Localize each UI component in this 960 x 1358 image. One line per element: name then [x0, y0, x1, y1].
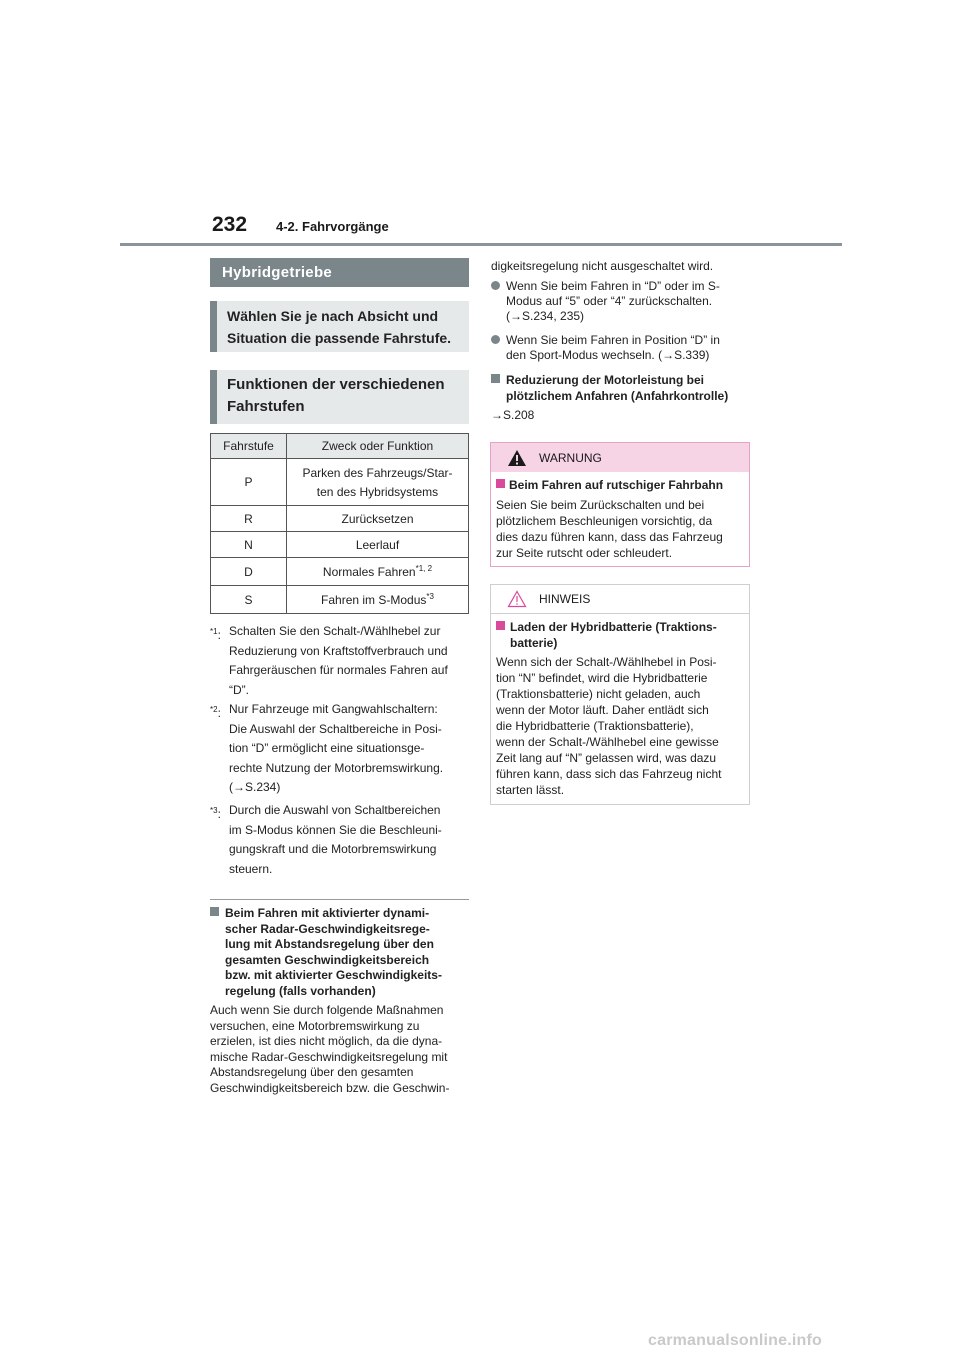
bullet-circle-icon: [491, 335, 500, 344]
functions-heading-box: [210, 370, 469, 424]
purpose-cell: Zurücksetzen: [287, 506, 469, 532]
section-band-title: Hybridgetriebe: [210, 258, 469, 287]
table-row: [211, 586, 469, 614]
footnote: [210, 622, 472, 700]
watermark: carmanualsonline.info: [648, 1332, 823, 1349]
warning-title: WARNUNG: [539, 451, 602, 465]
purpose-text: Normales Fahren: [322, 565, 416, 579]
square-marker-icon: [496, 621, 505, 630]
footnote: [210, 801, 472, 879]
hinweis-title-bar: [491, 585, 749, 614]
header-divider: [120, 243, 842, 246]
purpose-cell: Leerlauf: [287, 532, 469, 558]
table-header-row: [211, 434, 469, 459]
functions-heading-line: Fahrstufen: [227, 398, 305, 415]
bullet-item: Wenn Sie beim Fahren in “D” oder im S- Modus auf “5” oder “4” zurückschalten. (→S.234, 235): [491, 279, 749, 324]
warning-body: Seien Sie beim Zurückschalten und bei plötzlichem Beschleunigen vorsichtig, da dies dazu führen kann, dass das Fahrzeug zur Seite rutscht oder schleudert.: [496, 498, 723, 560]
purpose-text: Fahren im S-Modus: [321, 593, 427, 607]
table-row: [211, 558, 469, 586]
gear-cell: S: [211, 586, 287, 614]
gear-cell: P: [211, 459, 287, 506]
purpose-cell: [287, 558, 469, 586]
warning-heading: Beim Fahren auf rutschiger Fahrbahn: [496, 478, 746, 493]
intro-line: Situation die passende Fahrstufe.: [227, 330, 452, 346]
gear-cell: R: [211, 506, 287, 532]
table-row: [211, 532, 469, 558]
warning-title-bar: [491, 443, 749, 472]
section-divider: [210, 899, 469, 900]
footnote-mark: $^{*1}$:: [210, 627, 221, 642]
hinweis-box: [490, 584, 750, 805]
caution-outline-icon: [507, 590, 527, 608]
table-header-gear: Fahrstufe: [211, 434, 287, 459]
gear-cell: N: [211, 532, 287, 558]
footnote-ref: *3: [426, 592, 434, 601]
hinweis-body: Wenn sich der Schalt-/Wählhebel in Posi- tion “N” befindet, wird die Hybridbatterie (Traktionsbatterie) nicht geladen, auch wenn der Motor läuft. Daher entlädt sich die Hybridbatterie (Traktionsbatterie), wenn der Schalt-/Wählhebel eine gewisse Zeit lang auf “N” gelassen wird, was dazu führen kann, dass sich das Fahrzeug nicht starten lässt.: [496, 655, 722, 797]
footnote-mark: $^{*2}$:: [210, 705, 221, 720]
footnote: [210, 700, 472, 798]
square-marker-icon: [491, 374, 500, 383]
footnote-text: Schalten Sie den Schalt-/Wählhebel zur Reduzierung von Kraftstoffverbrauch und Fahrgeräuschen für normales Fahren auf “D”.: [229, 624, 448, 697]
bullet-item: Wenn Sie beim Fahren in Position “D” in den Sport-Modus wechseln. (→S.339): [491, 333, 749, 363]
intro-line: Wählen Sie je nach Absicht und: [227, 308, 439, 324]
footnote-mark: $^{*3}$:: [210, 806, 221, 821]
purpose-line: ten des Hybridsystems: [316, 484, 439, 499]
hinweis-title: HINWEIS: [539, 592, 591, 606]
gear-cell: D: [211, 558, 287, 586]
table-header-purpose: Zweck oder Funktion: [287, 434, 469, 459]
radar-body-text: Auch wenn Sie durch folgende Maßnahmen versuchen, eine Motorbremswirkung zu erzielen, ist dies nicht möglich, da die dyna- mische Radar-Geschwindigkeitsregelung mit Abstandsregelung über den gesamten Geschwindigkeitsbereich bzw. die Geschwin-: [210, 1003, 450, 1095]
hinweis-heading: Laden der Hybridbatterie (Traktions- batterie): [496, 620, 748, 651]
page-number: 232: [212, 213, 248, 236]
square-marker-icon: [496, 479, 505, 488]
gear-function-table: [210, 433, 469, 614]
warning-box: [490, 442, 750, 567]
purpose-cell: [287, 459, 469, 506]
bullet-circle-icon: [491, 281, 500, 290]
warning-triangle-icon: [507, 449, 527, 467]
page-reference: →S.208: [491, 408, 535, 422]
section-title: 4-2. Fahrvorgänge: [276, 219, 389, 234]
intro-box: [210, 301, 469, 352]
purpose-line: Parken des Fahrzeugs/Star-: [302, 465, 453, 480]
continued-text: digkeitsregelung nicht ausgeschaltet wird.: [491, 259, 714, 273]
radar-heading: Beim Fahren mit aktivierter dynami- scher Radar-Geschwindigkeitsrege- lung mit Abstandsregelung über den gesamten Geschwindigkeitsbereich bzw. mit aktivierter Geschwindigkeits- regelung (falls vorhanden): [210, 906, 468, 999]
reduce-heading: Reduzierung der Motorleistung bei plötzlichem Anfahren (Anfahrkontrolle): [491, 373, 749, 404]
footnote-ref: *1, 2: [415, 564, 433, 573]
table-row: [211, 506, 469, 532]
table-row: [211, 459, 469, 506]
square-marker-icon: [210, 907, 219, 916]
purpose-cell: [287, 586, 469, 614]
footnote-text: Durch die Auswahl von Schaltbereichen im S-Modus können Sie die Beschleuni- gungskraft und die Motorbremswirkung steuern.: [229, 803, 442, 876]
functions-heading-line: Funktionen der verschiedenen: [227, 376, 445, 393]
footnote-text: Nur Fahrzeuge mit Gangwahlschaltern: Die Auswahl der Schaltbereiche in Posi- tion “D” ermöglicht eine situationsge- rechte Nutzung der Motorbremswirkung. (→S.234): [229, 702, 444, 794]
